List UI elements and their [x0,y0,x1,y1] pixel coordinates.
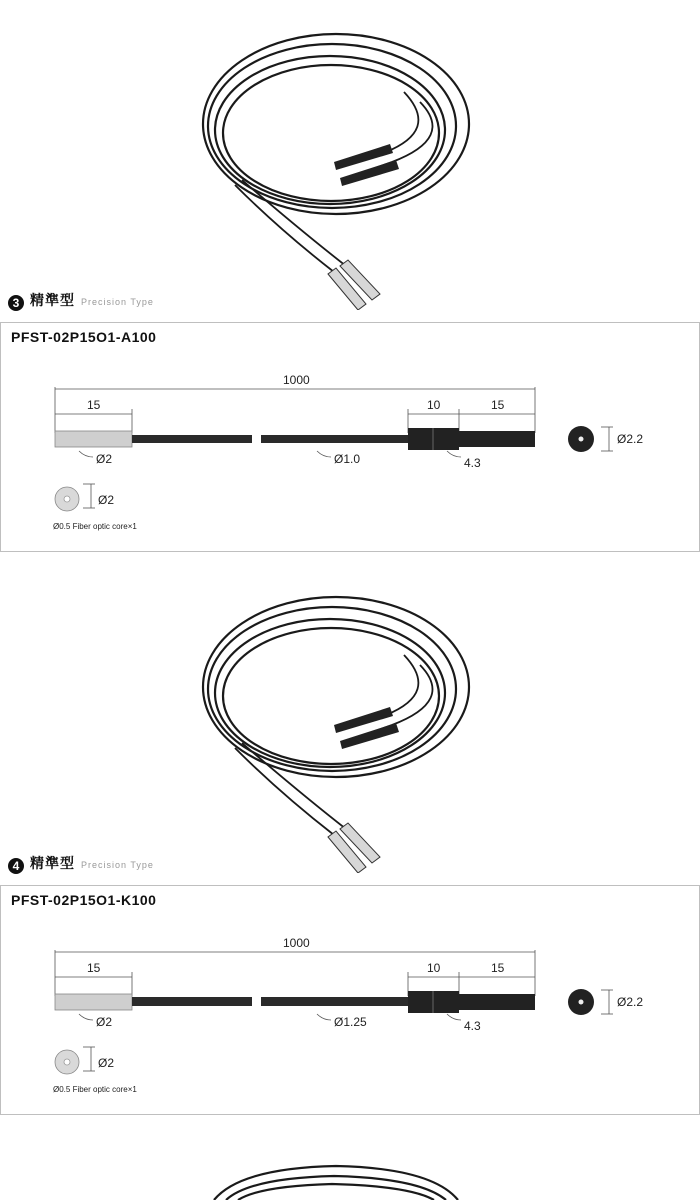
dim-tip-diameter: Ø2 [96,452,113,466]
probe-tips [328,823,380,873]
end-plug [459,431,535,447]
dimension-drawing [1,323,699,551]
fiber-coil-illustration-2 [0,583,700,873]
dim-tip-length: 15 [87,398,101,412]
dim-head-diameter: Ø2 [98,1056,115,1070]
dim-end-diameter: Ø2.2 [617,995,644,1009]
dimension-drawing [1,886,699,1114]
connector-sleeves [334,144,399,186]
fiber-coil-illustration-3 [0,1140,700,1200]
core-note: Ø0.5 Fiber optic core×1 [53,522,137,531]
dim-tip-diameter: Ø2 [96,1015,113,1029]
dim-tip-length: 15 [87,961,101,975]
model-number: PFST-02P15O1-K100 [11,892,157,908]
dim-sleeve-length: 10 [427,398,441,412]
connector-sleeves [334,707,399,749]
type-name-cn: 精準型 [30,292,75,308]
probe-tips [328,260,380,310]
metal-tip [55,994,132,1010]
section-number-badge: 4 [8,858,24,874]
dim-head-diameter: Ø2 [98,493,115,507]
section-number-badge: 3 [8,295,24,311]
dim-sleeve-diameter: 4.3 [464,1019,481,1033]
dim-end-diameter: Ø2.2 [617,432,644,446]
type-name-en: Precision Type [81,860,154,870]
end-plug [459,994,535,1010]
core-note: Ø0.5 Fiber optic core×1 [53,1085,137,1094]
section-heading-3 [8,290,154,310]
spec-panel-1 [0,322,700,552]
dim-end-length: 15 [491,398,505,412]
dim-total-length: 1000 [283,373,310,387]
type-name-cn: 精準型 [30,855,75,871]
section-heading-4 [8,853,154,873]
spec-panel-2 [0,885,700,1115]
metal-tip [55,431,132,447]
dim-cable-diameter: Ø1.0 [334,452,361,466]
model-number: PFST-02P15O1-A100 [11,329,157,345]
dim-sleeve-diameter: 4.3 [464,456,481,470]
type-name-en: Precision Type [81,297,154,307]
dim-total-length: 1000 [283,936,310,950]
fiber-coil-illustration-1 [0,20,700,310]
dim-cable-diameter: Ø1.25 [334,1015,367,1029]
dim-end-length: 15 [491,961,505,975]
dim-sleeve-length: 10 [427,961,441,975]
